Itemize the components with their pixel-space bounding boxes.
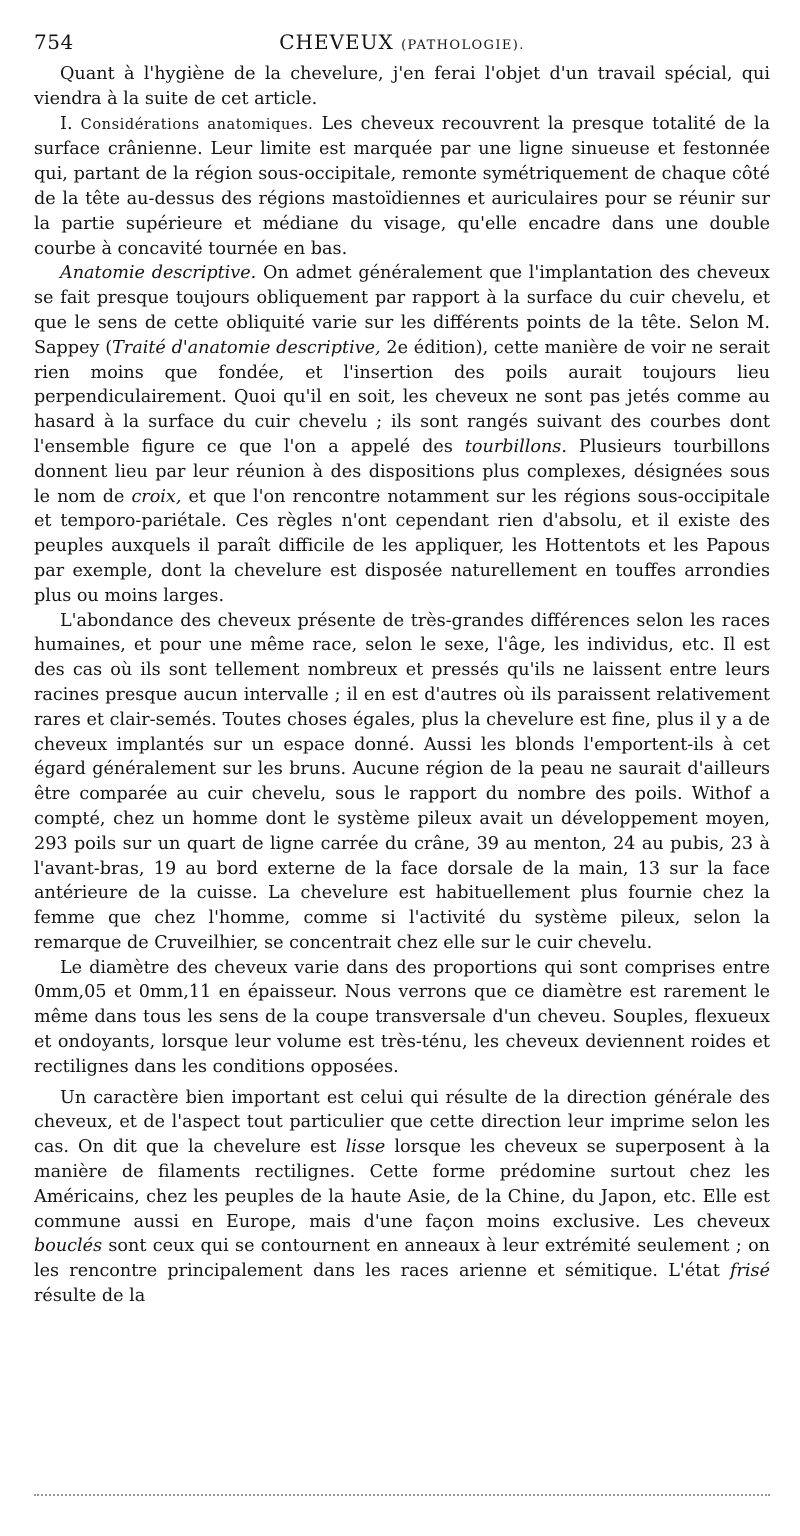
paragraph-diametre — [34, 956, 770, 1080]
page-number: 754 — [34, 30, 74, 54]
paragraph-anatomie-text-a: On admet généralement que l'implantation des cheveux se fait presque toujours obliquement par rapport à la surface du cuir chevelu, et que le sens de cette obliquité varie sur les différents points de la tête. Selon M. Sappey ( — [34, 263, 770, 358]
document-page — [34, 26, 770, 1309]
subsection-heading: Anatomie descriptive. — [60, 263, 257, 284]
paragraph-diametre-text: Le diamètre des cheveux varie dans des proportions qui sont comprises entre 0mm,05 et 0mm,11 en épaisseur. Nous verrons que ce diamètre est rarement le même dans tous les sens de la coupe transversale d'un cheveu. Souples, flexueux et ondoyants, lorsque leur volume est très-ténu, les cheveux deviennent roides et rectilignes dans les conditions opposées. — [34, 957, 770, 1077]
paragraph-direction-text-a: Un caractère bien important est celui qui résulte de la direction générale des cheveux, et de l'aspect tout particulier que cette direction leur imprime selon les cas. On dit que la chevelure est — [34, 1087, 770, 1158]
footer-scan-rule — [34, 1494, 770, 1496]
paragraph-anatomie-text-c: Plusieurs tourbillons donnent lieu par leur réunion à des dispositions plus complexes, désignées sous le nom de — [34, 436, 770, 507]
running-head-subtitle: (PATHOLOGIE). — [401, 38, 525, 53]
paragraph-hygiene-text: Quant à l'hygiène de la chevelure, j'en ferai l'objet d'un travail spécial, qui viendra à la suite de cet article. — [34, 64, 770, 109]
paragraph-direction — [34, 1086, 770, 1309]
section-heading: Considérations anatomiques. — [80, 116, 314, 133]
paragraph-considerations-text: Les cheveux recouvrent la presque totalité de la surface crânienne. Leur limite est marquée par une ligne sinueuse et festonnée qui, partant de la région sous-occipitale, remonte symétriquement de chaque côté de la tête au-dessus des régions mastoïdiennes et auriculaires pour se réunir sur la partie supérieure et médiane du visage, qu'elle encadre dans une double courbe à concavité tournée en bas. — [34, 113, 771, 259]
book-title: Traité d'anatomie descriptive, — [112, 337, 381, 358]
paragraph-anatomie-text-d: et que l'on rencontre notamment sur les régions sous-occipitale et temporo-pariétale. Ces règles n'ont cependant rien d'absolu, et il existe des peuples auxquels il paraît difficile de les appliquer, les Hottentots et les Papous par exemple, dont la chevelure est disposée naturellement en touffes arrondies plus ou moins larges. — [34, 486, 770, 606]
paragraph-direction-text-c: sont ceux qui se contournent en anneaux à leur extrémité seulement ; on les rencontre principalement dans les races arienne et sémitique. L'état — [34, 1236, 770, 1282]
running-head-title: CHEVEUX — [279, 30, 394, 54]
paragraph-anatomie-text-b: 2e édition), cette manière de voir ne serait rien moins que fondée, et l'insertion des poils aurait toujours lieu perpendiculairement. Quoi qu'il en soit, les cheveux ne sont pas jetés comme au hasard à la surface du cuir chevelu ; ils sont rangés suivant des courbes dont l'ensemble figure ce que l'on a appelé des — [34, 337, 770, 457]
page-header — [34, 26, 770, 60]
term-lisse: lisse — [345, 1137, 386, 1158]
paragraph-abondance-text: L'abondance des cheveux présente de très-grandes différences selon les races humaines, et pour une même race, selon le sexe, l'âge, les individus, etc. Il est des cas où ils sont tellement nombreux et pressés qu'ils ne laissent entre leurs racines presque aucun intervalle ; il en est d'autres où ils paraissent relativement rares et clair-semés. Toutes choses égales, plus la chevelure est fine, plus il y a de cheveux implantés sur un espace donné. Aussi les blonds l'emportent-ils à cet égard généralement sur les bruns. Aucune région de la peau ne saurait d'ailleurs être comparée au cuir chevelu, sous le rapport du nombre des poils. Withof a compté, chez un homme dont le système pileux avait un développement moyen, 293 poils sur un quart de ligne carrée du crâne, 39 au menton, 24 au pubis, 23 à l'avant-bras, 19 au bord externe de la face dorsale de la main, 13 sur la face antérieure de la cuisse. La chevelure est habituellement plus fournie chez la femme que chez l'homme, comme si l'activité du système pileux, selon la remarque de Cruveilhier, se concentrait chez elle sur le cuir chevelu. — [34, 610, 770, 953]
term-boucles: bouclés — [34, 1236, 103, 1257]
paragraph-considerations — [34, 112, 770, 262]
running-head — [34, 30, 770, 54]
term-frise: frisé — [730, 1261, 770, 1282]
term-croix: croix, — [131, 486, 182, 507]
body-text — [34, 62, 770, 1309]
paragraph-hygiene — [34, 62, 770, 112]
paragraph-direction-text-b: lorsque les cheveux se superposent à la manière de filaments rectilignes. Cette forme prédomine surtout chez les Américains, chez les peuples de la haute Asie, de la Chine, du Japon, etc. Elle est commune aussi en Europe, mais d'une façon moins exclusive. Les cheveux — [34, 1137, 770, 1232]
paragraph-direction-text-d: résulte de la — [34, 1286, 146, 1307]
paragraph-anatomie — [34, 261, 770, 608]
term-tourbillons: tourbillons. — [464, 436, 567, 457]
paragraph-abondance — [34, 609, 770, 956]
section-number: I. — [60, 113, 73, 134]
